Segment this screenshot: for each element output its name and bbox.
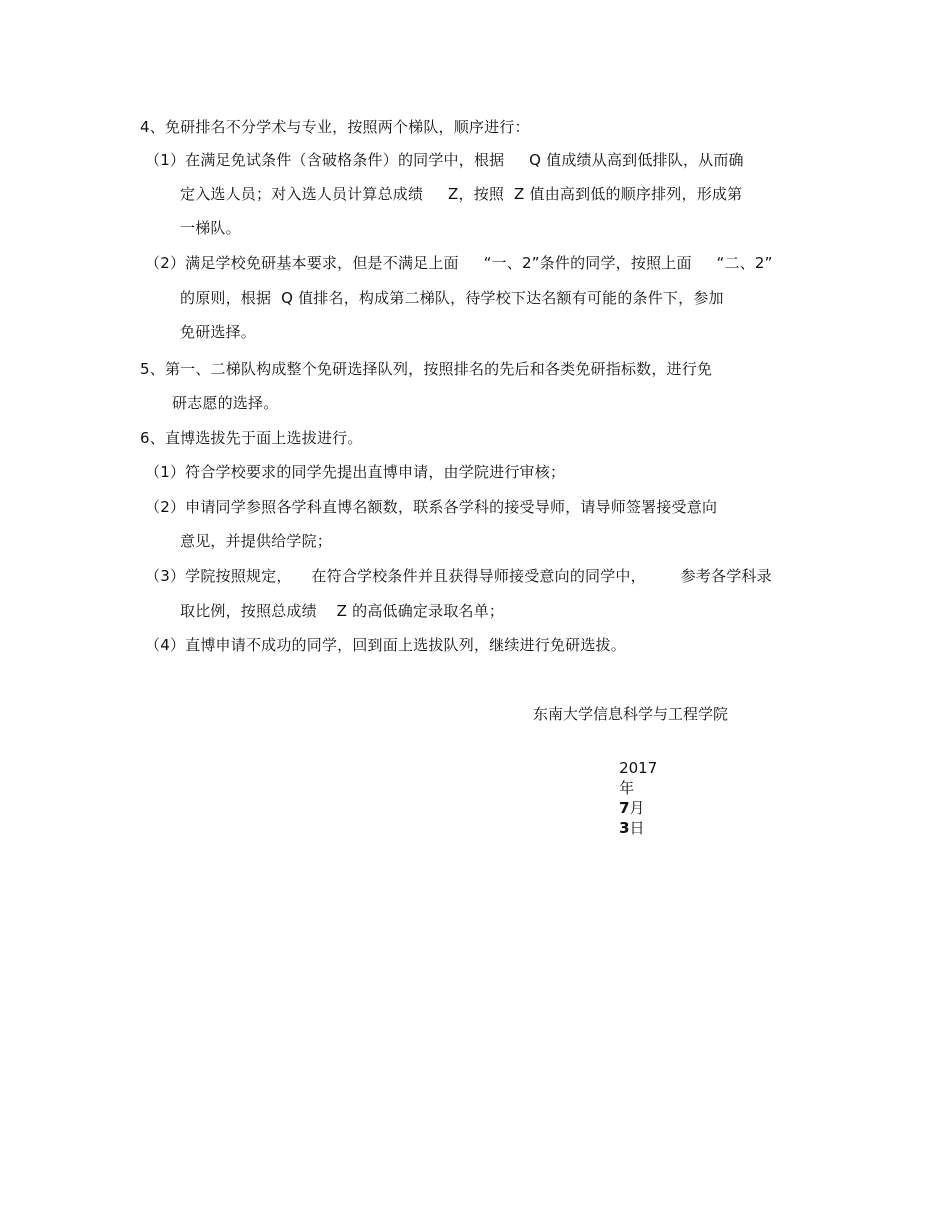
date-year: 2017 [619,759,658,777]
item-4-2-line-1: （2）满足学校免研基本要求，但是不满足上面 “一、2”条件的同学，按照上面 “二、2” [145,254,773,272]
date-day-unit: 日 [629,819,645,837]
item-6-3-line-1: （3）学院按照规定， 在符合学校条件并且获得导师接受意向的同学中， 参考各学科录 [145,567,772,585]
item-4-heading: 4、免研排名不分学术与专业，按照两个梯队，顺序进行： [140,118,530,136]
item-4-1-line-2: 定入选人员；对入选人员计算总成绩 Z，按照 Z 值由高到低的顺序排列，形成第 [180,185,743,203]
item-6-1: （1）符合学校要求的同学先提出直博申请，由学院进行审核； [145,463,566,481]
item-6-3-line-2: 取比例，按照总成绩 Z 的高低确定录取名单； [180,602,505,620]
date-year-unit: 年 [619,779,635,797]
item-4-2-line-3: 免研选择。 [180,323,257,341]
date-month-unit: 月 [629,799,645,817]
item-4-1-line-3: 一梯队。 [180,219,241,237]
item-6-2-line-2: 意见，并提供给学院； [180,532,333,550]
signature-date [600,738,657,858]
item-4-2-line-2: 的原则，根据 Q 值排名，构成第二梯队，待学校下达名额有可能的条件下，参加 [180,289,724,307]
item-5-line-1: 5、第一、二梯队构成整个免研选择队列，按照排名的先后和各类免研指标数，进行免 [140,360,713,378]
date-month: 7 [619,799,630,817]
signature-org: 东南大学信息科学与工程学院 [533,705,729,723]
item-6-heading: 6、直博选拔先于面上选拔进行。 [140,429,363,447]
item-6-4: （4）直博申请不成功的同学，回到面上选拔队列，继续进行免研选拔。 [145,636,626,654]
date-day: 3 [619,819,630,837]
item-5-line-2: 研志愿的选择。 [172,394,279,412]
item-4-1-line-1: （1）在满足免试条件（含破格条件）的同学中，根据 Q 值成绩从高到低排队，从而确 [145,151,744,169]
item-6-2-line-1: （2）申请同学参照各学科直博名额数，联系各学科的接受导师，请导师签署接受意向 [145,498,718,516]
